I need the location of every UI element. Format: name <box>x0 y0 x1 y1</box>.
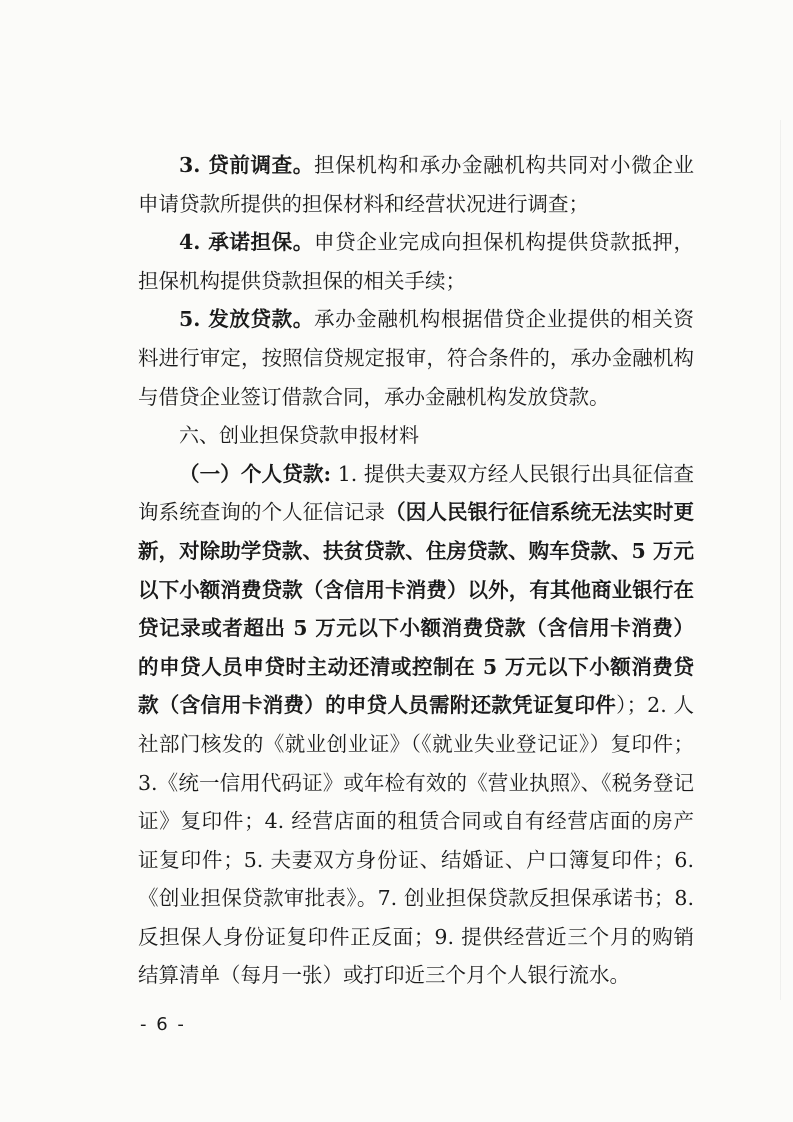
paragraph-heading: 3. 贷前调查。 <box>179 153 314 177</box>
paragraph-text: ）；2. 人社部门核发的《就业创业证》（《就业失业登记证》）复印件；3.《统一信用代码证》或年检有效的《营业执照》、《税务登记证》复印件；4. 经营店面的租赁合同或自有经营店面的房产证复印件；5. 夫妻双方身份证、结婚证、户口簿复印件；6.《创业担保贷款审批表》。7. 创业担保贷款反担保承诺书；8. 反担保人身份证复印件正反面；9. 提供经营近三个月的购销结算清单（每月一张）或打印近三个月个人银行流水。 <box>138 693 695 988</box>
paragraph-heading: （一）个人贷款: <box>179 461 332 486</box>
scan-edge-line <box>780 120 781 1000</box>
paragraph-text: 申贷企业完成向担保机构提供贷款抵押，担保机构提供贷款担保的相关手续； <box>138 230 695 293</box>
paragraph-pre-loan-investigation <box>138 146 694 223</box>
page-number: - 6 - <box>140 1014 186 1035</box>
paragraph-text: 承办金融机构根据借贷企业提供的相关资料进行审定，按照信贷规定报审，符合条件的，承办金融机构与借贷企业签订借款合同，承办金融机构发放贷款。 <box>138 307 695 409</box>
paragraph-bold-note: （因人民银行征信系统无法实时更新，对除助学贷款、扶贫贷款、住房贷款、购车贷款、5 万元以下小额消费贷款（含信用卡消费）以外，有其他商业银行在贷记录或者超出 5 万元以下小额消费贷款（含信用卡消费）的申贷人员申贷时主动还清或控制在 5 万元以下小额消费贷款（含信用卡消费）的申贷人员需附还款凭证复印件 <box>138 500 695 718</box>
paragraph-heading: 5. 发放贷款。 <box>179 307 314 332</box>
paragraph-heading: 4. 承诺担保。 <box>179 230 314 255</box>
paragraph-text: 担保机构和承办金融机构共同对小微企业申请贷款所提供的担保材料和经营状况进行调查； <box>138 153 695 216</box>
paragraph-loan-disbursement <box>138 300 694 416</box>
section-heading-application-materials: 六、创业担保贷款申报材料 <box>179 423 419 448</box>
paragraph-guarantee-commitment <box>138 223 694 300</box>
paragraph-text: 1. 提供夫妻双方经人民银行出具征信查询系统查询的个人征信记录 <box>138 461 694 525</box>
paragraph-personal-loan <box>138 455 694 995</box>
document-body <box>138 146 694 995</box>
